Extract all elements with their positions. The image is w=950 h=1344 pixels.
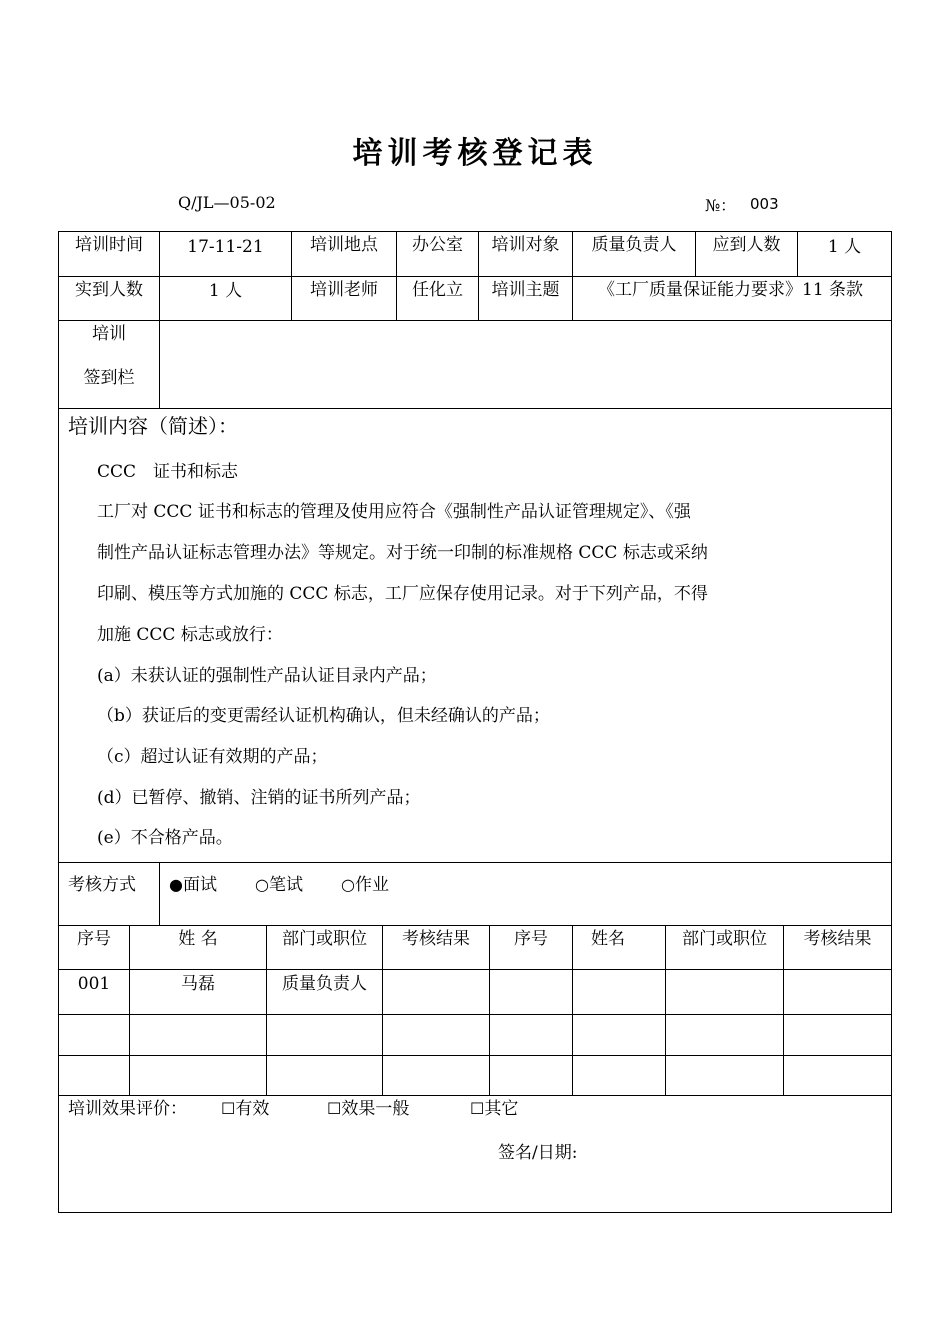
table-header: 序号 xyxy=(514,929,548,949)
content-line: 印刷、模压等方式加施的 CCC 标志，工厂应保存使用记录。对于下列产品，不得 xyxy=(97,584,708,604)
assessment-option-written[interactable] xyxy=(255,875,303,895)
col-divider xyxy=(665,925,666,1095)
radio-filled-icon: ● xyxy=(169,875,183,894)
actual-value: 1 人 xyxy=(208,281,243,301)
option-label: 有效 xyxy=(235,1099,270,1119)
checkbox-icon: ☐ xyxy=(221,1099,236,1118)
time-value: 17-11-21 xyxy=(187,237,264,257)
col-divider xyxy=(159,231,160,408)
document-code: Q/JL—05-02 xyxy=(178,193,276,212)
content-line: 加施 CCC 标志或放行： xyxy=(97,625,283,645)
radio-empty-icon: ○ xyxy=(255,875,269,894)
radio-empty-icon: ○ xyxy=(341,875,355,894)
evaluation-option-average[interactable] xyxy=(327,1099,409,1119)
row-divider xyxy=(58,1055,892,1056)
content-line: （c）超过认证有效期的产品； xyxy=(97,747,328,767)
table-header: 姓 名 xyxy=(178,929,218,949)
col-divider xyxy=(266,925,267,1095)
table-cell-dept: 质量负责人 xyxy=(282,974,367,994)
content-heading: 培训内容（简述）： xyxy=(68,414,238,438)
content-line: (d）已暂停、撤销、注销的证书所列产品； xyxy=(97,788,421,808)
checkbox-icon: ☐ xyxy=(470,1099,485,1118)
teacher-label: 培训老师 xyxy=(310,280,378,300)
signature-date-label: 签名/日期: xyxy=(498,1143,578,1163)
actual-label: 实到人数 xyxy=(75,280,143,300)
topic-value: 《工厂质量保证能力要求》11 条款 xyxy=(598,280,864,300)
table-header: 姓名 xyxy=(591,929,625,949)
content-line: CCC 证书和标志 xyxy=(97,462,239,482)
expected-value: 1 人 xyxy=(827,237,862,257)
table-cell-serial: 001 xyxy=(77,974,111,994)
row-divider xyxy=(58,408,892,409)
signin-label-line2: 签到栏 xyxy=(83,368,135,388)
table-header: 部门或职位 xyxy=(282,929,367,949)
col-divider xyxy=(489,925,490,1095)
option-label: 效果一般 xyxy=(341,1099,410,1119)
option-label: 面试 xyxy=(182,875,217,895)
target-value: 质量负责人 xyxy=(591,235,677,255)
row-divider xyxy=(58,320,892,321)
expected-label: 应到人数 xyxy=(712,235,781,255)
col-divider xyxy=(382,925,383,1095)
col-divider xyxy=(783,925,784,1095)
row-divider xyxy=(58,862,892,863)
content-line: (e）不合格产品。 xyxy=(97,828,233,848)
option-label: 其它 xyxy=(484,1099,519,1119)
number-label: №： xyxy=(705,196,737,215)
row-divider xyxy=(58,1014,892,1015)
assessment-label: 考核方式 xyxy=(68,875,136,895)
assessment-option-homework[interactable] xyxy=(341,875,389,895)
table-header: 考核结果 xyxy=(402,929,470,949)
content-line: 制性产品认证标志管理办法》等规定。对于统一印制的标准规格 CCC 标志或采纳 xyxy=(97,543,708,563)
signin-label-line1: 培训 xyxy=(92,324,126,344)
row-divider xyxy=(58,969,892,970)
place-label: 培训地点 xyxy=(310,235,378,255)
number-value: 003 xyxy=(750,195,779,213)
col-divider xyxy=(572,925,573,1095)
assessment-option-interview[interactable] xyxy=(169,875,217,895)
table-header: 部门或职位 xyxy=(682,929,767,949)
row-divider xyxy=(58,925,892,926)
teacher-value: 任化立 xyxy=(412,280,463,300)
row-divider xyxy=(58,1095,892,1096)
topic-label: 培训主题 xyxy=(491,280,560,300)
option-label: 笔试 xyxy=(268,875,303,895)
col-divider xyxy=(159,862,160,925)
col-divider xyxy=(129,925,130,1095)
table-cell-name: 马磊 xyxy=(181,974,215,994)
evaluation-option-effective[interactable] xyxy=(221,1099,269,1119)
evaluation-label: 培训效果评价： xyxy=(68,1099,187,1119)
target-label: 培训对象 xyxy=(491,235,560,255)
checkbox-icon: ☐ xyxy=(327,1099,342,1118)
content-line: 工厂对 CCC 证书和标志的管理及使用应符合《强制性产品认证管理规定》、《强 xyxy=(97,502,691,522)
place-value: 办公室 xyxy=(412,235,463,255)
content-line: （b）获证后的变更需经认证机构确认，但未经确认的产品； xyxy=(97,706,550,726)
evaluation-option-other[interactable] xyxy=(470,1099,518,1119)
row-divider xyxy=(58,276,892,277)
table-header: 考核结果 xyxy=(803,929,872,949)
option-label: 作业 xyxy=(354,875,389,895)
form-title: 培训考核登记表 xyxy=(352,136,598,171)
table-header: 序号 xyxy=(77,929,111,949)
content-line: (a）未获认证的强制性产品认证目录内产品； xyxy=(97,666,437,686)
time-label: 培训时间 xyxy=(75,235,143,255)
